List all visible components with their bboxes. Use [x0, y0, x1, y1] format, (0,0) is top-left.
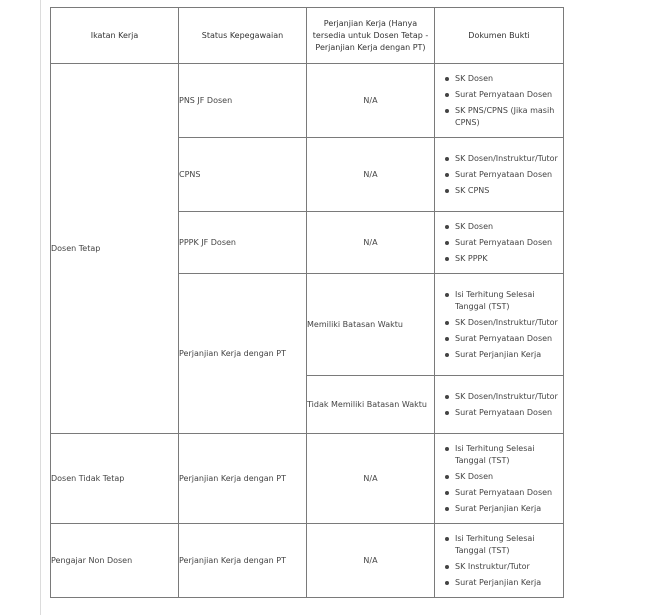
docs-cell: [435, 212, 564, 274]
docs-list-item: Surat Pernyataan Dosen: [445, 407, 563, 419]
docs-list: [435, 443, 563, 515]
docs-list-item: SK PNS/CPNS (Jika masih CPNS): [445, 105, 563, 129]
docs-list-item: Surat Perjanjian Kerja: [445, 349, 563, 361]
status-cell: Perjanjian Kerja dengan PT: [179, 524, 307, 598]
docs-cell: [435, 274, 564, 376]
docs-list-item: SK Dosen: [445, 471, 563, 483]
status-cell: Perjanjian Kerja dengan PT: [179, 434, 307, 524]
docs-list-item: Surat Pernyataan Dosen: [445, 333, 563, 345]
ikatan-cell: Dosen Tidak Tetap: [51, 434, 179, 524]
docs-list-item: SK Dosen/Instruktur/Tutor: [445, 153, 563, 165]
docs-list-item: Surat Pernyataan Dosen: [445, 89, 563, 101]
docs-cell: [435, 64, 564, 138]
status-cell: PNS JF Dosen: [179, 64, 307, 138]
status-cell: CPNS: [179, 138, 307, 212]
page-border-line: [40, 0, 41, 615]
perjanjian-cell: N/A: [307, 138, 435, 212]
status-cell: PPPK JF Dosen: [179, 212, 307, 274]
header-perjanjian-kerja: Perjanjian Kerja (Hanya tersedia untuk Dosen Tetap - Perjanjian Kerja dengan PT): [307, 8, 435, 64]
docs-list-item: SK Dosen: [445, 73, 563, 85]
status-cell: Perjanjian Kerja dengan PT: [179, 274, 307, 434]
table-row: [51, 524, 564, 598]
docs-list-item: SK CPNS: [445, 185, 563, 197]
docs-list-item: Surat Pernyataan Dosen: [445, 169, 563, 181]
docs-list-item: Isi Terhitung Selesai Tanggal (TST): [445, 533, 563, 557]
docs-list: [435, 153, 563, 197]
docs-list-item: Isi Terhitung Selesai Tanggal (TST): [445, 289, 563, 313]
perjanjian-cell: N/A: [307, 524, 435, 598]
header-status-kepegawaian: Status Kepegawaian: [179, 8, 307, 64]
header-dokumen-bukti: Dokumen Bukti: [435, 8, 564, 64]
docs-list-item: Surat Pernyataan Dosen: [445, 237, 563, 249]
perjanjian-cell: N/A: [307, 434, 435, 524]
docs-list: [435, 289, 563, 361]
perjanjian-cell: N/A: [307, 64, 435, 138]
docs-list: [435, 391, 563, 419]
ikatan-cell: Dosen Tetap: [51, 64, 179, 434]
table-row: [51, 434, 564, 524]
docs-list-item: SK Instruktur/Tutor: [445, 561, 563, 573]
perjanjian-cell: Memiliki Batasan Waktu: [307, 274, 435, 376]
perjanjian-cell: Tidak Memiliki Batasan Waktu: [307, 376, 435, 434]
docs-cell: [435, 524, 564, 598]
perjanjian-cell: N/A: [307, 212, 435, 274]
docs-list-item: SK Dosen/Instruktur/Tutor: [445, 317, 563, 329]
docs-list-item: SK Dosen/Instruktur/Tutor: [445, 391, 563, 403]
docs-list: [435, 221, 563, 265]
table-header-row: [51, 8, 564, 64]
docs-list-item: Isi Terhitung Selesai Tanggal (TST): [445, 443, 563, 467]
table-row: [51, 64, 564, 138]
docs-list-item: Surat Pernyataan Dosen: [445, 487, 563, 499]
docs-list: [435, 533, 563, 589]
docs-list-item: Surat Perjanjian Kerja: [445, 577, 563, 589]
docs-cell: [435, 138, 564, 212]
docs-list-item: Surat Perjanjian Kerja: [445, 503, 563, 515]
header-ikatan-kerja: Ikatan Kerja: [51, 8, 179, 64]
docs-cell: [435, 434, 564, 524]
docs-cell: [435, 376, 564, 434]
docs-list-item: SK Dosen: [445, 221, 563, 233]
docs-list-item: SK PPPK: [445, 253, 563, 265]
ikatan-cell: Pengajar Non Dosen: [51, 524, 179, 598]
employment-documents-table: [50, 7, 564, 598]
docs-list: [435, 73, 563, 129]
